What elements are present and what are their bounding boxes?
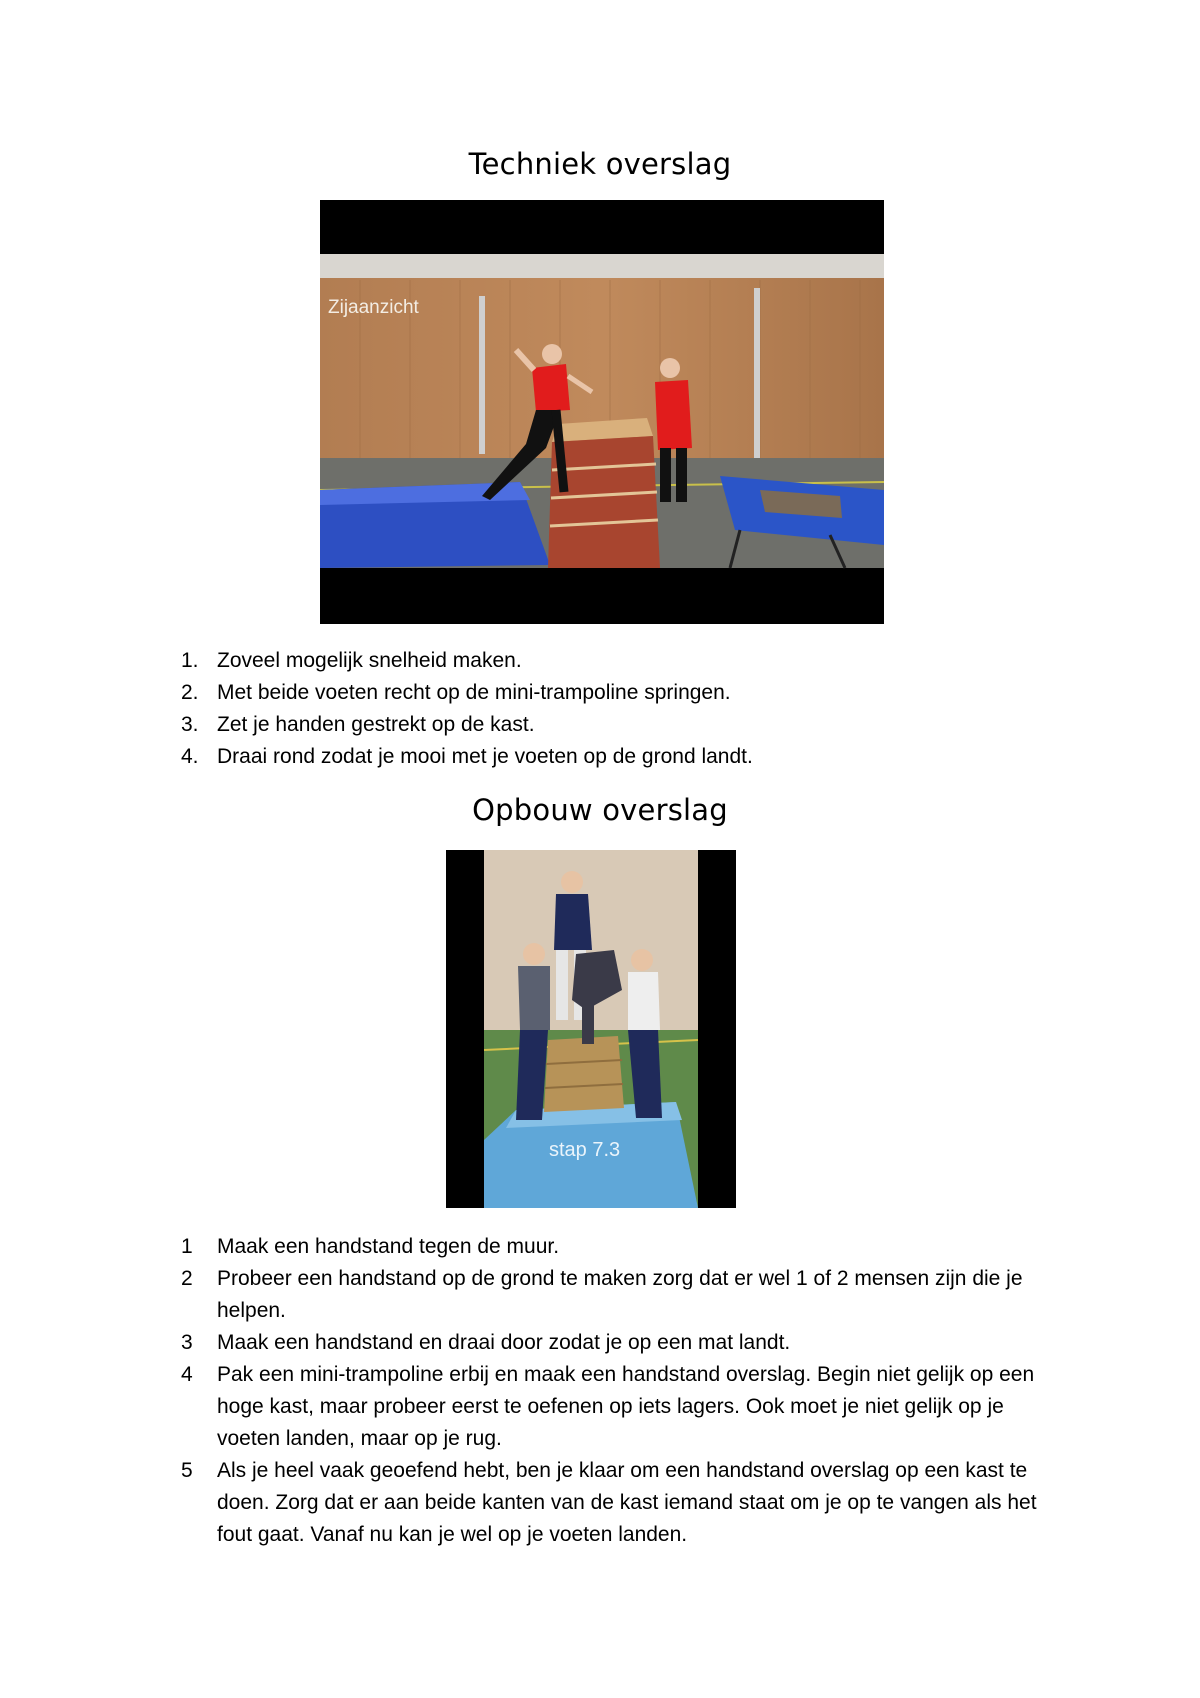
list-item: 4 Pak een mini-trampoline erbij en maak een handstand overslag. Begin niet gelijk op een hoge kast, maar probeer eerst te oefenen op iets lagers. Ook moet je niet gelijk op je voeten landen, maar op je rug. bbox=[181, 1363, 1035, 1450]
list-item: 1. Zoveel mogelijk snelheid maken. bbox=[181, 649, 522, 672]
gym-photo-step bbox=[446, 850, 736, 1208]
list-item: 3. Zet je handen gestrekt op de kast. bbox=[181, 713, 535, 736]
list-item: 3 Maak een handstand en draai door zodat je op een mat landt. bbox=[181, 1331, 791, 1354]
image-caption-stap: stap 7.3 bbox=[549, 1139, 621, 1161]
list-item: 4. Draai rond zodat je mooi met je voeten op de grond landt. bbox=[181, 745, 753, 768]
gym-photo-side-view bbox=[320, 200, 884, 624]
handstand-assist-image bbox=[446, 850, 736, 1208]
build-up-steps-list bbox=[181, 1231, 1051, 1551]
section-title-techniek: Techniek overslag bbox=[468, 147, 732, 181]
list-item: 2. Met beide voeten recht op de mini-trampoline springen. bbox=[181, 681, 731, 704]
technique-steps-list bbox=[181, 645, 1051, 773]
image-caption-zijaanzicht: Zijaanzicht bbox=[328, 297, 419, 318]
list-item: 1 Maak een handstand tegen de muur. bbox=[181, 1235, 560, 1258]
list-item: 2 Probeer een handstand op de grond te maken zorg dat er wel 1 of 2 mensen zijn die je helpen. bbox=[181, 1267, 1023, 1322]
list-item: 5 Als je heel vaak geoefend hebt, ben je klaar om een handstand overslag op een kast te doen. Zorg dat er aan beide kanten van de kast iemand staat om je op te vangen als het fout gaat. Vanaf nu kan je wel op je voeten landen. bbox=[181, 1459, 1037, 1546]
section-title-opbouw: Opbouw overslag bbox=[472, 793, 728, 827]
vaulting-scene-image bbox=[320, 200, 884, 624]
